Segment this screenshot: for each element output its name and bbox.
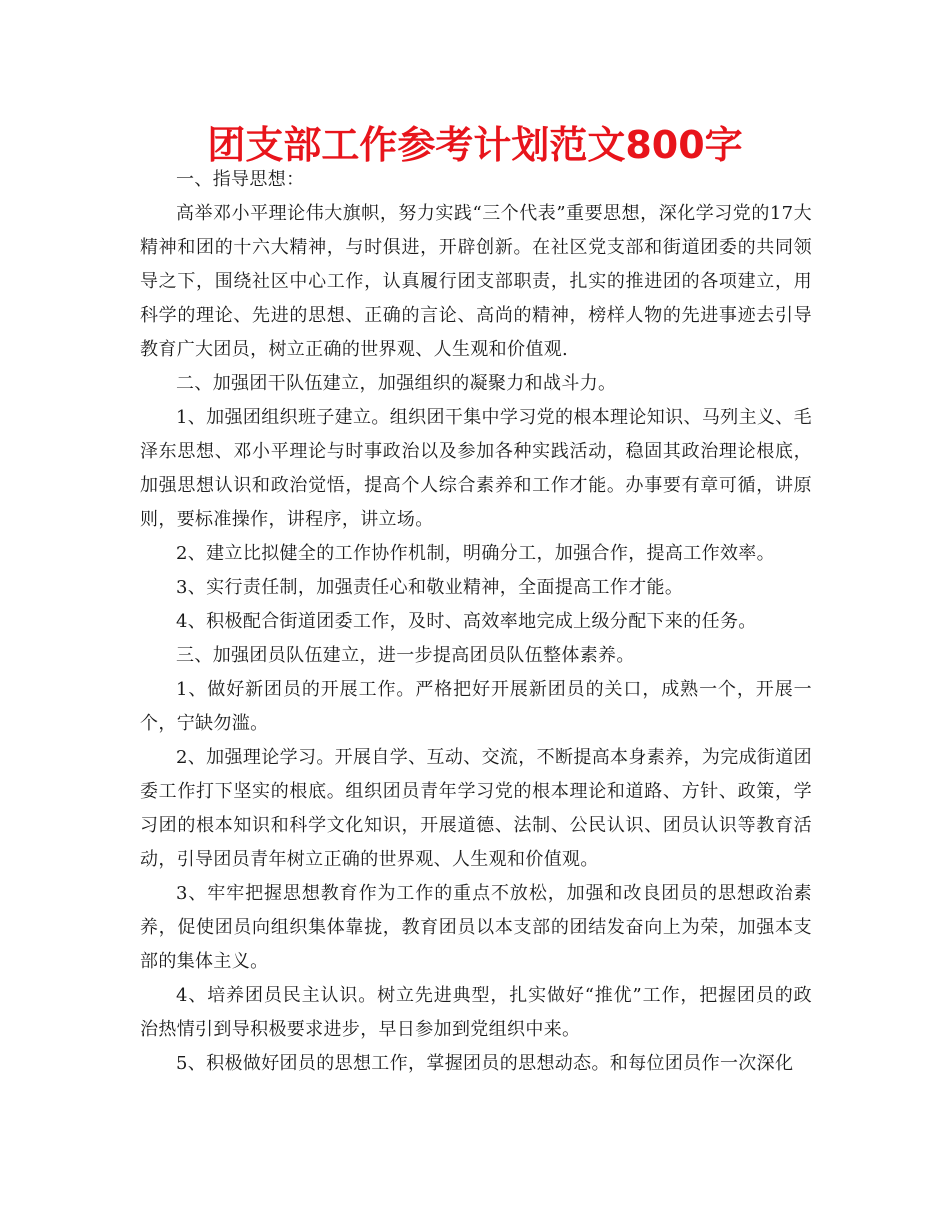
paragraph: 1、加强团组织班子建立。组织团干集中学习党的根本理论知识、马列主义、毛泽东思想、邓小平理论与时事政治以及参加各种实践活动，稳固其政治理论根底，加强思想认识和政治觉悟，提高个人综合素养和工作才能。办事要有章可循，讲原则，要标准操作，讲程序，讲立场。 [140,407,812,530]
paragraph: 3、实行责任制，加强责任心和敬业精神，全面提高工作才能。 [176,577,684,598]
paragraph: 二、加强团干队伍建立，加强组织的凝聚力和战斗力。 [176,373,617,394]
paragraph: 3、牢牢把握思想教育作为工作的重点不放松，加强和改良团员的思想政治素养，促使团员向组织集体靠拢，教育团员以本支部的团结发奋向上为荣，加强本支部的集体主义。 [140,883,812,972]
paragraph: 2、建立比拟健全的工作协作机制，明确分工，加强合作，提高工作效率。 [176,543,775,564]
paragraph: 5、积极做好团员的思想工作，掌握团员的思想动态。和每位团员作一次深化 [176,1053,794,1074]
paragraph: 4、积极配合街道团委工作，及时、高效率地完成上级分配下来的任务。 [176,611,757,632]
paragraph: 4、培养团员民主认识。树立先进典型，扎实做好“推优”工作，把握团员的政治热情引到导积极要求进步，早日参加到党组织中来。 [140,985,812,1040]
paragraph: 一、指导思想： [176,169,305,190]
paragraph: 2、加强理论学习。开展自学、互动、交流，不断提高本身素养，为完成街道团委工作打下坚实的根底。组织团员青年学习党的根本理论和道路、方针、政策，学习团的根本知识和科学文化知识，开展道德、法制、公民认识、团员认识等教育活动，引导团员青年树立正确的世界观、人生观和价值观。 [140,747,812,870]
document-body [140,163,812,1081]
paragraph: 高举邓小平理论伟大旗帜，努力实践“三个代表”重要思想，深化学习党的17大精神和团的十六大精神，与时俱进，开辟创新。在社区党支部和街道团委的共同领导之下，围绕社区中心工作，认真履行团支部职责，扎实的推进团的各项建立，用科学的理论、先进的思想、正确的言论、高尚的精神，榜样人物的先进事迹去引导教育广大团员，树立正确的世界观、人生观和价值观. [140,203,812,360]
paragraph: 1、做好新团员的开展工作。严格把好开展新团员的关口，成熟一个，开展一个，宁缺勿滥。 [140,679,812,734]
page-title: 团支部工作参考计划范文800字 [207,123,743,167]
paragraph: 三、加强团员队伍建立，进一步提高团员队伍整体素养。 [176,645,635,666]
